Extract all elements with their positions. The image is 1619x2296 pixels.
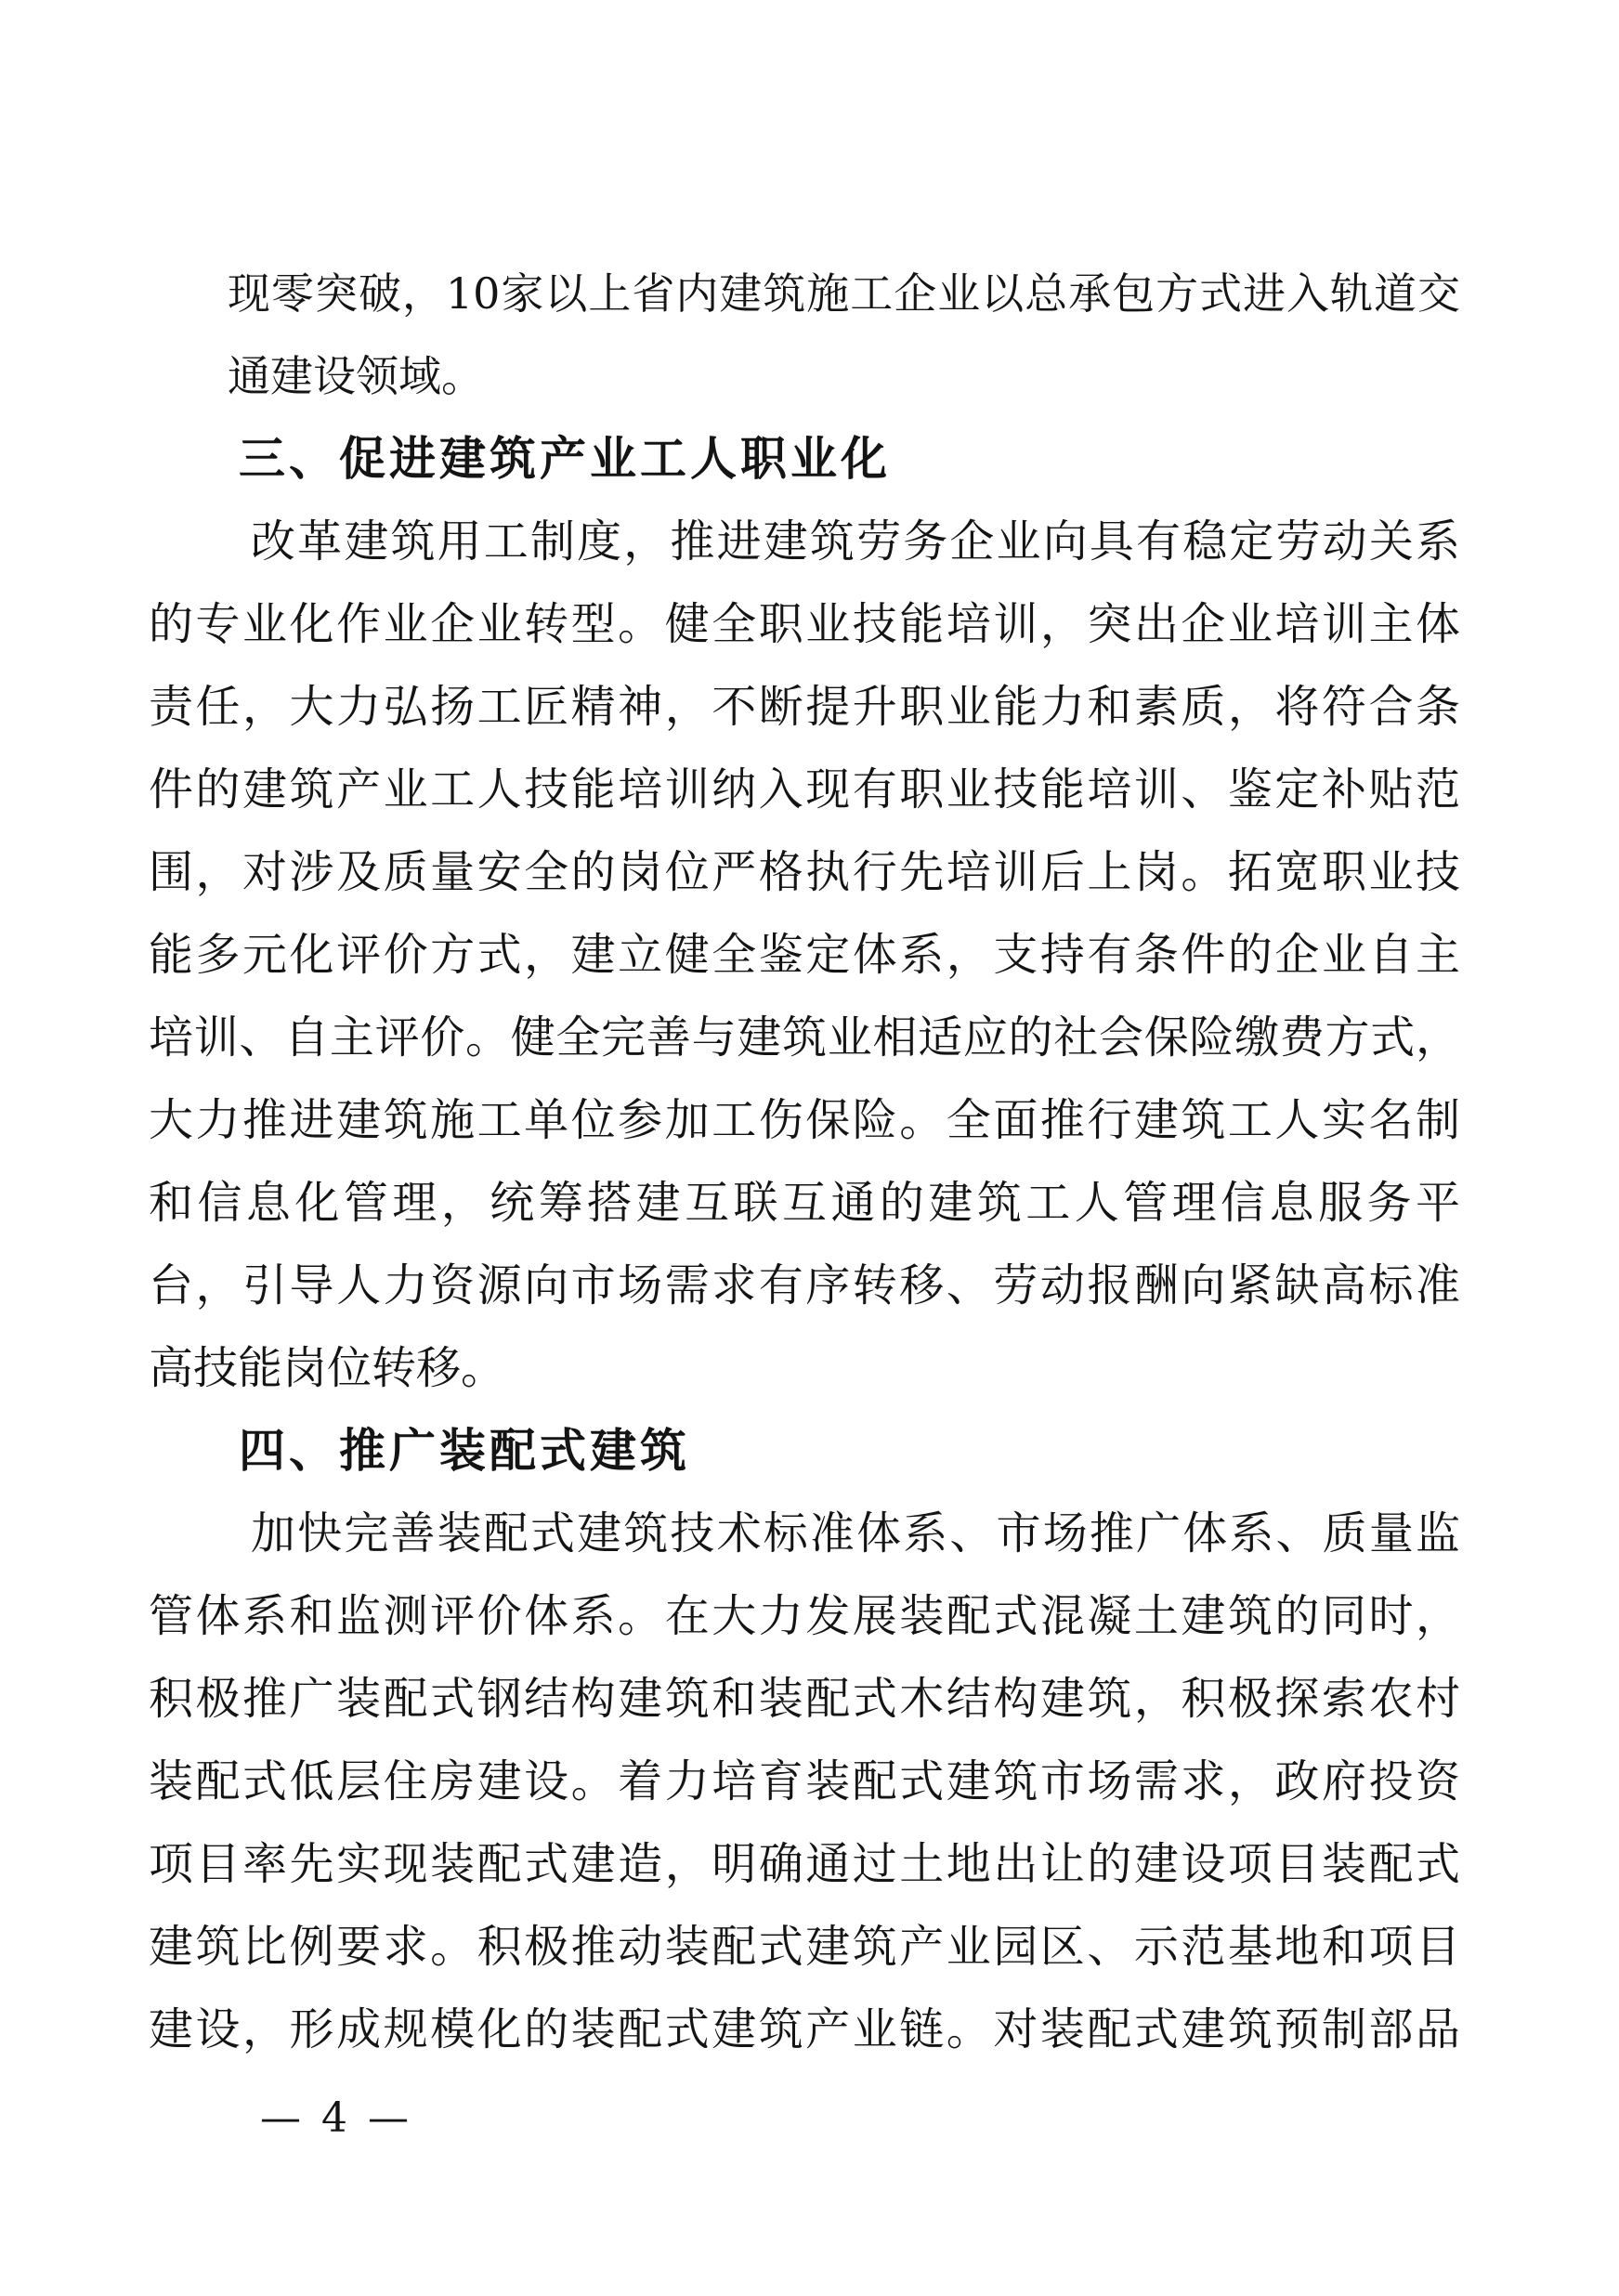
text-line: 建筑比例要求。积极推动装配式建筑产业园区、示范基地和项目 bbox=[149, 1921, 1460, 1973]
text-line: 改革建筑用工制度，推进建筑劳务企业向具有稳定劳动关系 bbox=[251, 515, 1460, 567]
text-line: 建设，形成规模化的装配式建筑产业链。对装配式建筑预制部品 bbox=[149, 2003, 1460, 2055]
paragraph bbox=[149, 501, 1460, 1410]
text-line: 大力推进建筑施工单位参加工伤保险。全面推行建筑工人实名制 bbox=[149, 1094, 1460, 1146]
text-line: 责任，大力弘扬工匠精神，不断提升职业能力和素质，将符合条 bbox=[149, 681, 1460, 733]
text-line: 项目率先实现装配式建造，明确通过土地出让的建设项目装配式 bbox=[149, 1838, 1460, 1890]
text-line: 能多元化评价方式，建立健全鉴定体系，支持有条件的企业自主 bbox=[149, 929, 1460, 981]
text-line: 积极推广装配式钢结构建筑和装配式木结构建筑，积极探索农村 bbox=[149, 1673, 1460, 1725]
text-line: 和信息化管理，统筹搭建互联互通的建筑工人管理信息服务平 bbox=[149, 1177, 1460, 1229]
text-line: 围，对涉及质量安全的岗位严格执行先培训后上岗。拓宽职业技 bbox=[149, 846, 1460, 898]
paragraph-continuation bbox=[149, 253, 1460, 418]
document-body bbox=[149, 253, 1460, 2071]
text-line: 管体系和监测评价体系。在大力发展装配式混凝土建筑的同时， bbox=[149, 1590, 1460, 1642]
text-line: 加快完善装配式建筑技术标准体系、市场推广体系、质量监 bbox=[251, 1507, 1460, 1559]
text-line: 培训、自主评价。健全完善与建筑业相适应的社会保险缴费方式， bbox=[149, 1011, 1460, 1063]
text-line: 现零突破，10家以上省内建筑施工企业以总承包方式进入轨道交 bbox=[228, 268, 1460, 319]
text-line: 通建设领域。 bbox=[228, 351, 484, 401]
text-line: 装配式低层住房建设。着力培育装配式建筑市场需求，政府投资 bbox=[149, 1755, 1460, 1807]
paragraph bbox=[149, 1493, 1460, 2071]
text-line: 的专业化作业企业转型。健全职业技能培训，突出企业培训主体 bbox=[149, 598, 1460, 650]
section-heading: 四、推广装配式建筑 bbox=[239, 1424, 690, 1478]
text-line: 高技能岗位转移。 bbox=[149, 1342, 506, 1394]
page-number: — 4 — bbox=[260, 2094, 412, 2142]
text-line: 台，引导人力资源向市场需求有序转移、劳动报酬向紧缺高标准 bbox=[149, 1259, 1460, 1311]
text-line: 件的建筑产业工人技能培训纳入现有职业技能培训、鉴定补贴范 bbox=[149, 763, 1460, 815]
section-heading: 三、促进建筑产业工人职业化 bbox=[239, 432, 891, 486]
